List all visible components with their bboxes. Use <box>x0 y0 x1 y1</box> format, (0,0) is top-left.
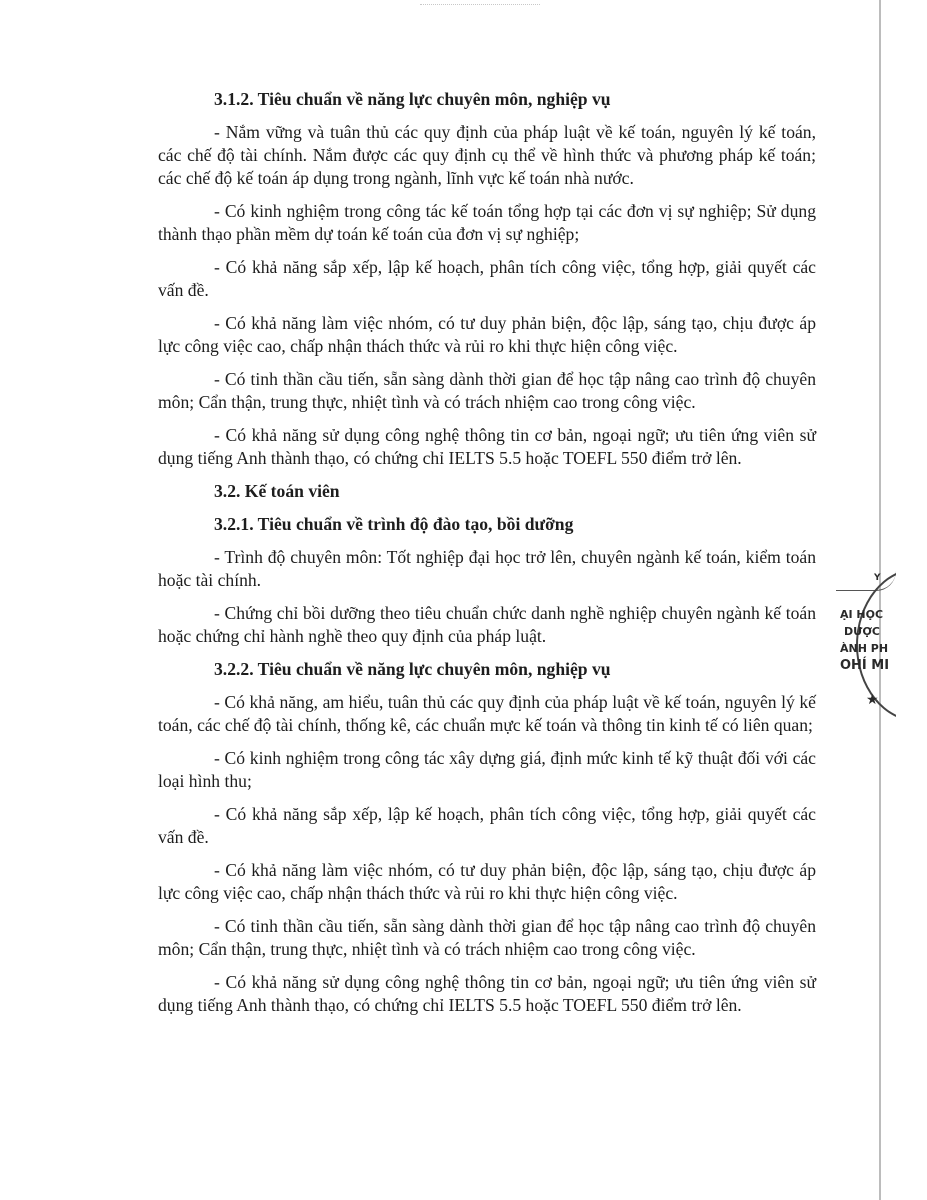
stamp-text: ÀNH PH <box>840 642 889 655</box>
paragraph: - Trình độ chuyên môn: Tốt nghiệp đại học trở lên, chuyên ngành kế toán, kiểm toán hoặc tài chính. <box>158 547 816 590</box>
paragraph: - Chứng chỉ bồi dưỡng theo tiêu chuẩn chức danh nghề nghiệp chuyên ngành kế toán hoặc chứng chỉ hành nghề theo quy định của pháp luật. <box>158 603 816 646</box>
paragraph: - Có khả năng sắp xếp, lập kế hoạch, phân tích công việc, tổng hợp, giải quyết các vấn đề. <box>158 804 816 847</box>
paragraph: - Có tinh thần cầu tiến, sẵn sàng dành thời gian để học tập nâng cao trình độ chuyên môn; Cẩn thận, trung thực, nhiệt tình và có trách nhiệm cao trong công việc. <box>158 916 816 959</box>
paragraph: - Có khả năng làm việc nhóm, có tư duy phản biện, độc lập, sáng tạo, chịu được áp lực công việc cao, chấp nhận thách thức và rủi ro khi thực hiện công việc. <box>158 313 816 356</box>
paragraph: - Có khả năng sử dụng công nghệ thông tin cơ bản, ngoại ngữ; ưu tiên ứng viên sử dụng tiếng Anh thành thạo, có chứng chỉ IELTS 5.5 hoặc TOEFL 550 điểm trở lên. <box>158 425 816 468</box>
section-heading: 3.2. Kế toán viên <box>214 481 340 501</box>
stamp-text: Y <box>874 573 881 583</box>
stamp-text: ẠI HỌC <box>840 608 884 621</box>
official-stamp-fragment <box>836 566 896 726</box>
document-body <box>158 88 816 1017</box>
stamp-text: DƯỢC <box>844 625 881 638</box>
paragraph: - Có khả năng sắp xếp, lập kế hoạch, phân tích công việc, tổng hợp, giải quyết các vấn đề. <box>158 257 816 300</box>
paragraph: - Có khả năng, am hiểu, tuân thủ các quy định của pháp luật về kế toán, nguyên lý kế toán, các chế độ tài chính, thống kê, các chuẩn mực kế toán và thông tin kinh tế có liên quan; <box>158 692 816 735</box>
scan-smudge <box>420 4 540 11</box>
star-icon: ★ <box>866 692 879 708</box>
paragraph: - Có kinh nghiệm trong công tác kế toán tổng hợp tại các đơn vị sự nghiệp; Sử dụng thành thạo phần mềm dự toán kế toán của đơn vị sự nghiệp; <box>158 201 816 244</box>
paragraph: - Có khả năng sử dụng công nghệ thông tin cơ bản, ngoại ngữ; ưu tiên ứng viên sử dụng tiếng Anh thành thạo, có chứng chỉ IELTS 5.5 hoặc TOEFL 550 điểm trở lên. <box>158 972 816 1015</box>
section-heading: 3.2.2. Tiêu chuẩn về năng lực chuyên môn, nghiệp vụ <box>214 659 611 679</box>
paragraph: - Có tinh thần cầu tiến, sẵn sàng dành thời gian để học tập nâng cao trình độ chuyên môn; Cẩn thận, trung thực, nhiệt tình và có trách nhiệm cao trong công việc. <box>158 369 816 412</box>
section-heading: 3.1.2. Tiêu chuẩn về năng lực chuyên môn, nghiệp vụ <box>214 89 611 109</box>
stamp-text: OHÍ MI <box>840 658 890 673</box>
paragraph: - Có khả năng làm việc nhóm, có tư duy phản biện, độc lập, sáng tạo, chịu được áp lực công việc cao, chấp nhận thách thức và rủi ro khi thực hiện công việc. <box>158 860 816 903</box>
section-heading: 3.2.1. Tiêu chuẩn về trình độ đào tạo, bồi dưỡng <box>214 514 574 534</box>
paragraph: - Nắm vững và tuân thủ các quy định của pháp luật về kế toán, nguyên lý kế toán, các chế độ tài chính. Nắm được các quy định cụ thể về hình thức và phương pháp kế toán; các chế độ kế toán áp dụng trong ngành, lĩnh vực kế toán nhà nước. <box>158 122 816 188</box>
paragraph: - Có kinh nghiệm trong công tác xây dựng giá, định mức kinh tế kỹ thuật đối với các loại hình thu; <box>158 748 816 791</box>
